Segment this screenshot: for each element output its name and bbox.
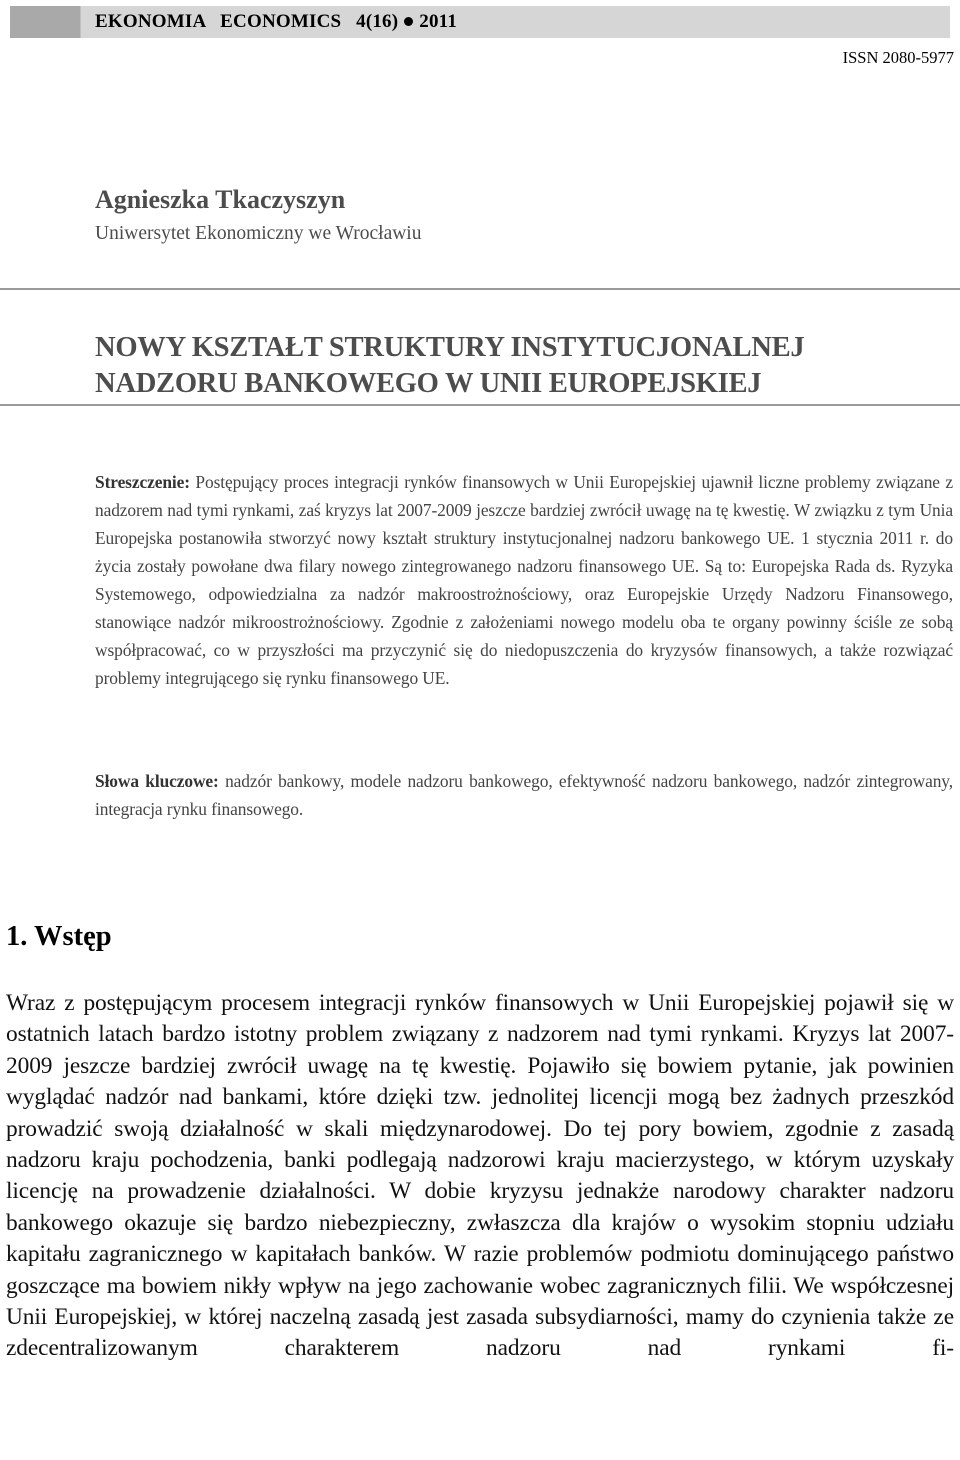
paper-title: [95, 330, 955, 402]
author-name: Agnieszka Tkaczyszyn: [95, 185, 346, 214]
abstract: [95, 468, 953, 692]
journal-name: EKONOMIA ECONOMICS 4(16): [95, 11, 399, 32]
intro-paragraph: Wraz z postępującym procesem integracji rynków finansowych w Unii Europejskiej pojawił się w ostatnich latach bardzo istotny problem związany z nadzorem nad tymi rynkami. Kryzys lat 2007-2009 jeszcze bardziej zwrócił uwagę na tę kwestię. Pojawiło się bowiem pytanie, jak powinien wyglądać nadzór nad bankami, które dzięki tzw. jednolitej licencji mogą bez żadnych przeszkód prowadzić swoją działalność w skali międzynarodowej. Do tej pory bowiem, zgodnie z zasadą nadzoru kraju pochodzenia, banki podlegają nadzorowi kraju macierzystego, w którym uzyskały licencję na prowadzenie działalności. W dobie kryzysu jednakże narodowy charakter nadzoru bankowego okazuje się bardzo niebezpieczny, zwłaszcza dla krajów o wysokim stopniu udziału kapitału zagranicznego w kapitałach banków. W razie problemów podmiotu dominującego państwo goszczące ma bowiem nikły wpływ na jego zachowanie wobec zagranicznych filii. We współczesnej Unii Europejskiej, w której naczelną zasadą jest zasada subsydiarności, mamy do czynienia także ze zdecentralizowanym charakterem nadzoru nad rynkami fi-: [6, 990, 954, 1362]
journal-header: [95, 8, 457, 36]
section-heading: 1. Wstęp: [6, 921, 112, 952]
paper-title-line-1: NOWY KSZTAŁT STRUKTURY INSTYTUCJONALNEJ: [95, 332, 805, 363]
keywords-label: Słowa kluczowe:: [95, 771, 219, 791]
issn: ISSN 2080-5977: [842, 48, 954, 67]
author-affiliation: Uniwersytet Ekonomiczny we Wrocławiu: [95, 223, 422, 244]
title-rule-top: [0, 288, 960, 290]
abstract-text: Postępujący proces integracji rynków finansowych w Unii Europejskiej ujawnił liczne problemy związane z nadzorem nad tymi rynkami, zaś kryzys lat 2007-2009 jeszcze bardziej zwrócił uwagę na tę kwestię. W związku z tym Unia Europejska postanowiła stworzyć nowy kształt struktury instytucjonalnej nadzoru bankowego UE. 1 stycznia 2011 r. do życia zostały powołane dwa filary nowego zintegrowanego nadzoru finansowego UE. Są to: Europejska Rada ds. Ryzyka Systemowego, odpowiedzialna za nadzór makroostrożnościowy, oraz Europejskie Urzędy Nadzoru Finansowego, stanowiące nadzór mikroostrożnościowy. Zgodnie z założeniami nowego modelu oba te organy powinny ściśle ze sobą współpracować, co w przyszłości ma przyczynić się do niedopuszczenia do kryzysów finansowych, a także rozwiązać problemy integrującego się rynku finansowego UE.: [95, 472, 954, 688]
bullet-dot-icon: [404, 17, 413, 26]
abstract-label: Streszczenie:: [95, 472, 190, 492]
keywords-text: nadzór bankowy, modele nadzoru bankowego, efektywność nadzoru bankowego, nadzór zintegrowany, integracja rynku finansowego.: [95, 771, 954, 819]
journal-year: 2011: [419, 11, 458, 32]
title-rule-bottom: [0, 404, 960, 406]
keywords: [95, 767, 953, 823]
paper-title-line-2: NADZORU BANKOWEGO W UNII EUROPEJSKIEJ: [95, 368, 762, 399]
